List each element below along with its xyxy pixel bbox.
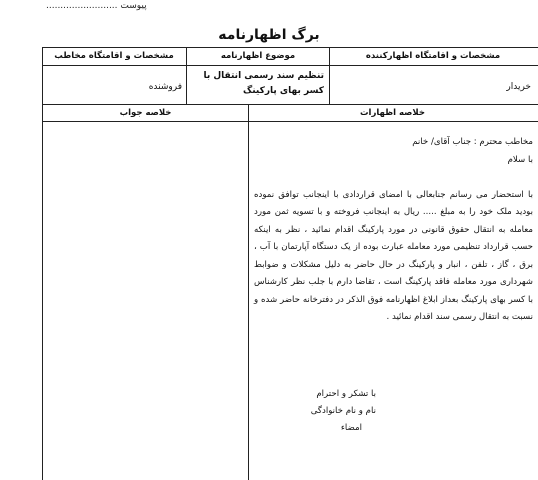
header-addressee: مشخصات و اقامتگاه مخاطب (54, 51, 174, 61)
signature-block (296, 386, 376, 437)
attachment-note: پیوست ......................... (46, 1, 147, 11)
closing: با تشکر و احترام (316, 389, 376, 399)
header-claimant: مشخصات و اقامتگاه اظهارکننده (365, 51, 501, 61)
summary-column-divider (248, 104, 249, 480)
spacer (254, 169, 533, 187)
letter-body: با استحضار می رسانم جنابعالی با امضای قراردادی با اینجانب توافق نموده بودید ملک خود را به مبلغ ..... ریال به اینجانب فروخته و با تسویه ثمن مورد معامله به انتقال حقوق قانونی در مورد پارکینگ اقدام نمائید ، نظر به اینکه حسب قرارداد تنظیمی مورد معامله عبارت بوده از یک دستگاه آپارتمان با آب ، برق ، گاز ، تلفن ، انبار و پارکینگ در حال حاضر به دلیل مشکلات و ضوابط شهرداری مورد معامله فاقد پارکینگ است ، تقاضا دارم با جلب نظر کارشناس با کسر بهای پارکینگ بعداز ابلاغ اظهارنامه فوق الذکر در دفترخانه حاضر شده و نسبت به انتقال رسمی سند اقدام نمائید . (254, 189, 533, 322)
statements-summary-header: خلاصه اظهارات (360, 108, 425, 118)
statements-text (254, 134, 533, 327)
addressee-value: فروشنده (148, 82, 182, 92)
column-divider-left (186, 47, 187, 104)
header-row-divider (42, 65, 538, 66)
form-title: برگ اظهارنامه (218, 27, 320, 43)
claimant-value: خریدار (506, 82, 531, 92)
column-divider-right (329, 47, 330, 104)
name-line: نام و نام خانوادگی (310, 406, 376, 416)
reply-summary-header: خلاصه جواب (119, 108, 172, 118)
subject-row-divider (42, 104, 538, 105)
header-subject: موضوع اظهارنامه (220, 51, 296, 61)
summary-header-divider (42, 121, 538, 122)
table-left-border (42, 47, 43, 480)
table-top-border (42, 47, 538, 48)
signature-line: امضاء (340, 423, 362, 433)
subject-value: تنظیم سند رسمی انتقال با کسر بهای پارکینگ (203, 71, 324, 96)
greeting: با سلام (507, 154, 533, 165)
salutation: مخاطب محترم : جناب آقای/ خانم (412, 137, 533, 147)
